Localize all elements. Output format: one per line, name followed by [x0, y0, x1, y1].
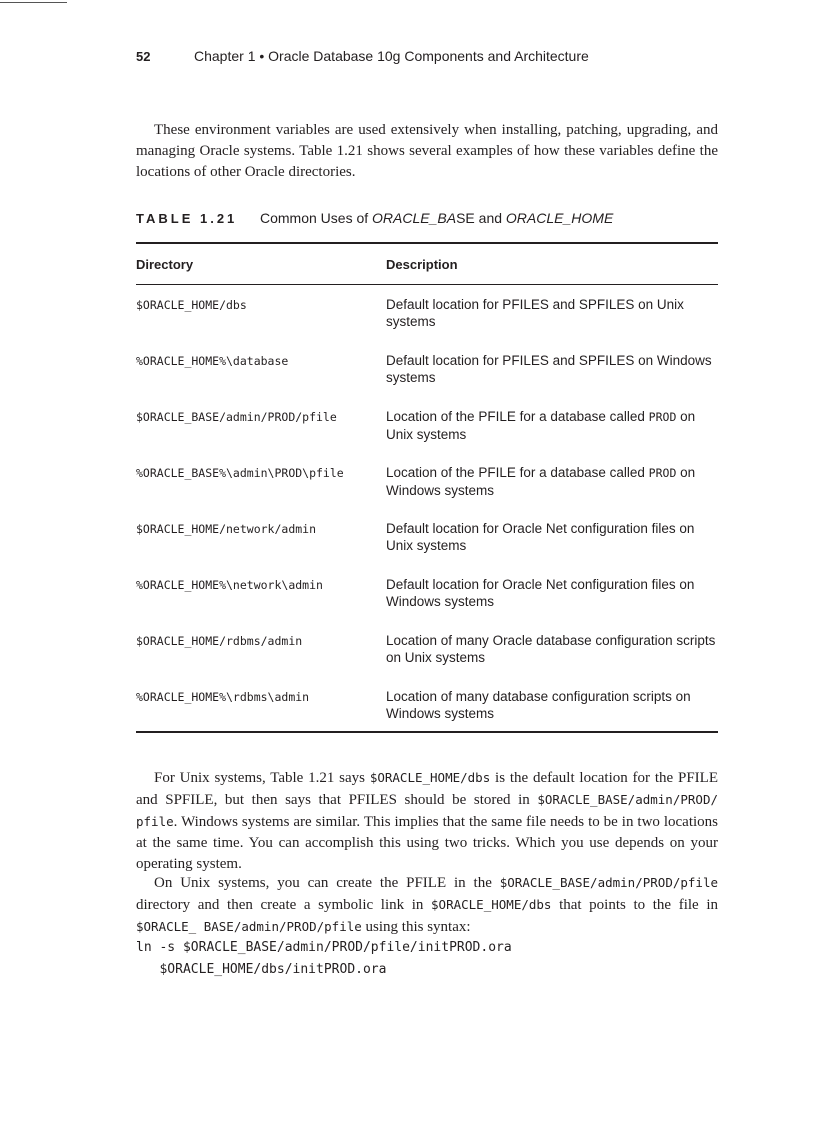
directory-cell: %ORACLE_HOME%\network\admin	[136, 578, 323, 592]
description-cell: Default location for Oracle Net configuration files on Unix systems	[386, 521, 695, 553]
running-title: Chapter 1 • Oracle Database 10g Components and Architecture	[194, 48, 589, 64]
table-row	[136, 688, 718, 728]
page-number: 52	[136, 49, 151, 64]
symlink-paragraph: On Unix systems, you can create the PFILE in the $ORACLE_BASE/admin/PROD/pfile directory and then create a symbolic link in $ORACLE_HOME/dbs that points to the file in $ORACLE_ BASE/admin/PROD/pfile using this syntax:	[136, 875, 718, 935]
table-header-row	[136, 244, 718, 284]
directory-cell: %ORACLE_HOME%\database	[136, 354, 289, 368]
directory-cell: $ORACLE_BASE/admin/PROD/pfile	[136, 410, 337, 424]
description-cell: Default location for Oracle Net configuration files on Windows systems	[386, 577, 695, 609]
description-cell: Default location for PFILES and SPFILES on Windows systems	[386, 353, 712, 385]
table-title-var2: ORACLE_HOME	[505, 210, 614, 226]
intro-paragraph: These environment variables are used extensively when installing, patching, upgrading, and managing Oracle systems. Table 1.21 shows several examples of how these variables define the locations of other Oracle directories.	[136, 122, 718, 180]
unix-paragraph: For Unix systems, Table 1.21 says $ORACLE_HOME/dbs is the default location for the PFILE and SPFILE, but then says that PFILES should be stored in $ORACLE_BASE/admin/PROD/ pfile. Windows systems are similar. This implies that the same file needs to be in two locations at the same time. You can accomplish this using two tricks. Which you use depends on your operating system.	[136, 770, 718, 872]
code-block	[136, 937, 512, 981]
column-header-directory: Directory	[136, 256, 194, 272]
table-row	[136, 408, 718, 464]
table-row	[136, 352, 718, 408]
running-header	[136, 48, 589, 64]
table-bottom-rule	[136, 731, 718, 733]
description-cell: Location of the PFILE for a database called PROD on Windows systems	[386, 465, 696, 498]
common-uses-table	[136, 242, 718, 733]
directory-cell: %ORACLE_BASE%\admin\PROD\pfile	[136, 466, 344, 480]
table-body	[136, 285, 718, 731]
directory-cell: %ORACLE_HOME%\rdbms\admin	[136, 690, 310, 704]
table-title-prefix: Common Uses of	[260, 210, 373, 226]
table-row	[136, 296, 718, 352]
table-caption	[136, 210, 613, 226]
table-row	[136, 464, 718, 520]
description-cell: Location of the PFILE for a database called PROD on Unix systems	[386, 409, 696, 442]
table-number: TABLE 1.21	[136, 211, 238, 226]
table-title-mid1: SE	[456, 210, 475, 226]
code-line: $ORACLE_HOME/dbs/initPROD.ora	[136, 962, 387, 977]
code-line: ln -s $ORACLE_BASE/admin/PROD/pfile/initPROD.ora	[136, 940, 512, 955]
directory-cell: $ORACLE_HOME/network/admin	[136, 522, 317, 536]
description-cell: Location of many Oracle database configuration scripts on Unix systems	[386, 633, 716, 665]
corner-rule	[0, 2, 67, 3]
directory-cell: $ORACLE_HOME/rdbms/admin	[136, 634, 303, 648]
table-title-mid2: and	[474, 210, 506, 226]
table-row	[136, 576, 718, 632]
table-title-var1: ORACLE_BA	[372, 210, 457, 226]
description-cell: Default location for PFILES and SPFILES on Unix systems	[386, 297, 684, 329]
description-cell: Location of many database configuration scripts on Windows systems	[386, 689, 691, 721]
table-row	[136, 520, 718, 576]
directory-cell: $ORACLE_HOME/dbs	[136, 298, 247, 312]
table-row	[136, 632, 718, 688]
column-header-description: Description	[386, 256, 458, 272]
